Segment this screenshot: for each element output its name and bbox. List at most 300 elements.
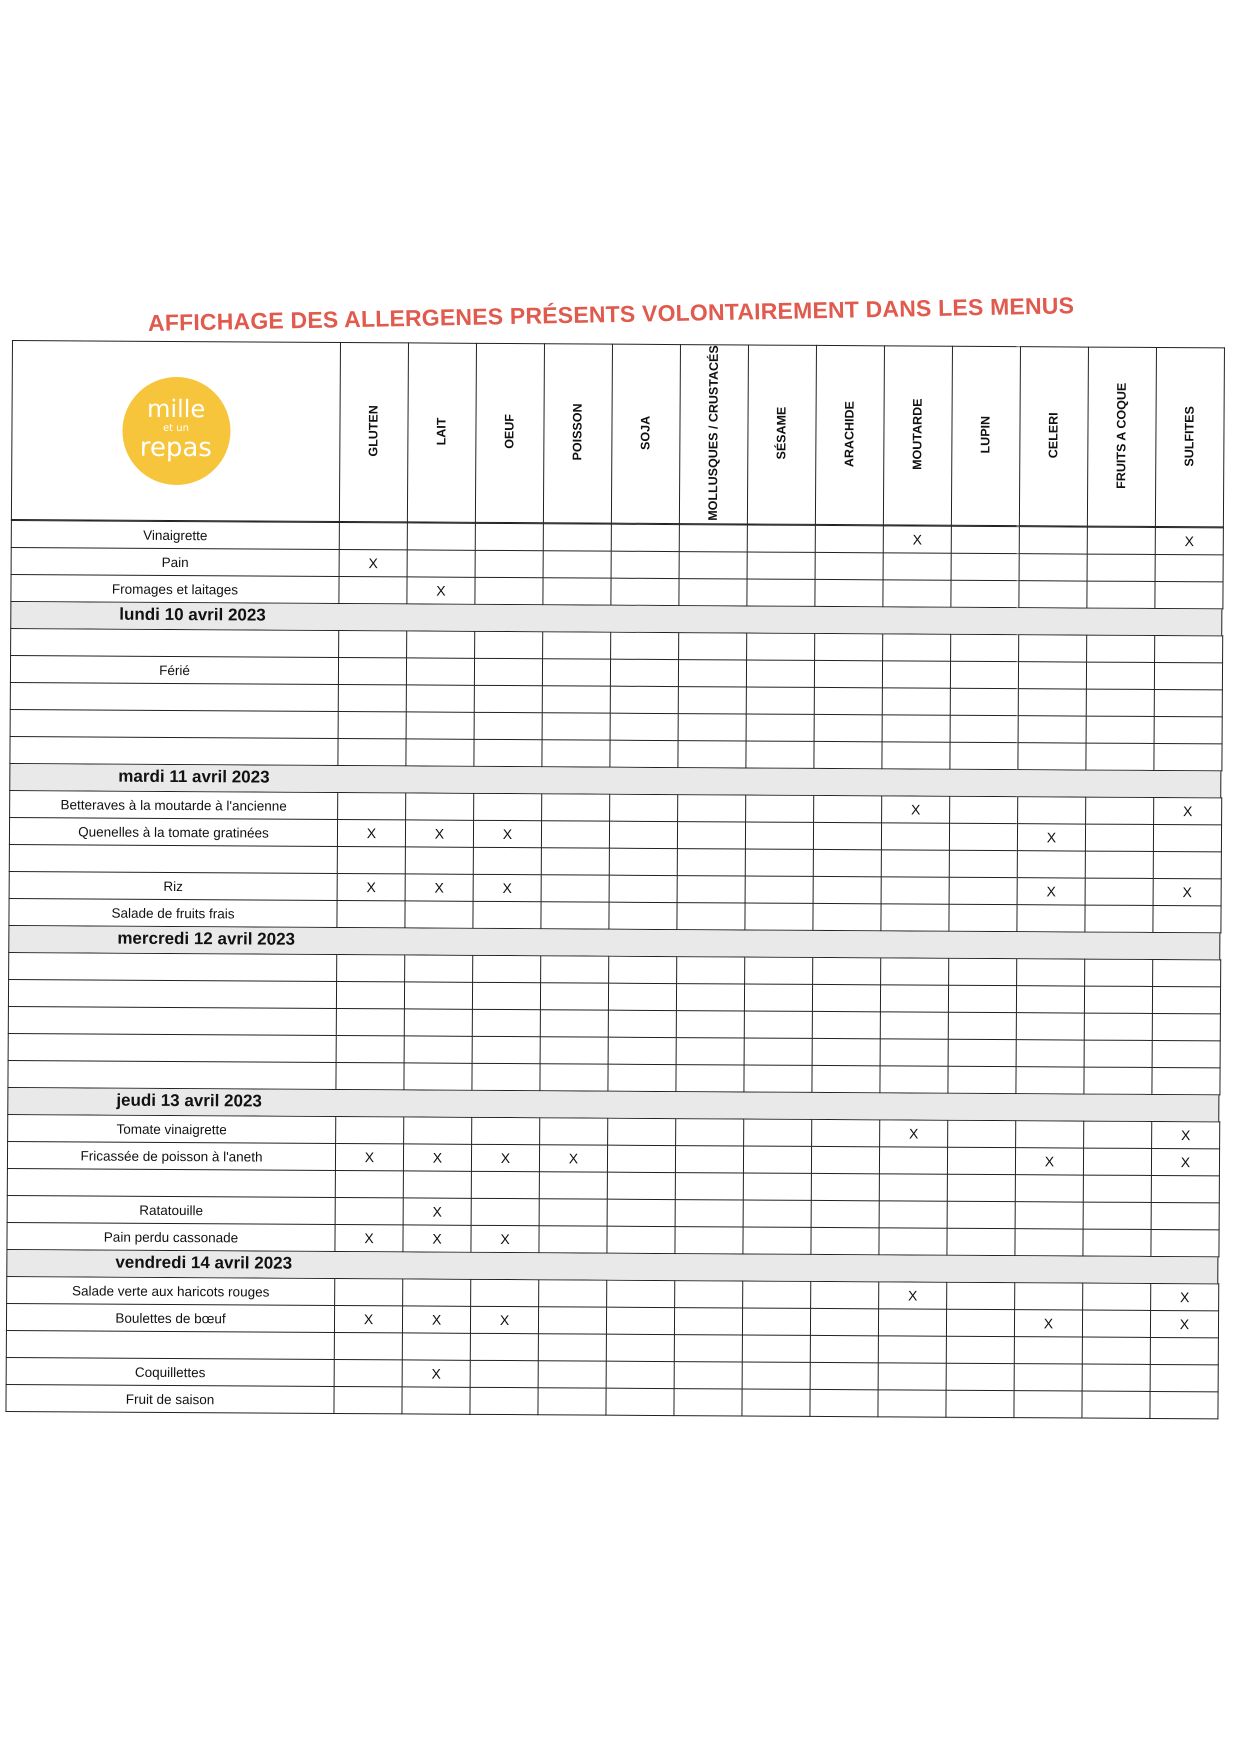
allergen-cell [1085, 960, 1153, 987]
allergen-cell [1083, 1284, 1151, 1311]
allergen-cell [880, 1039, 948, 1066]
allergen-cell [1151, 1203, 1219, 1230]
allergen-cell [540, 1037, 608, 1064]
allergen-cell [336, 982, 404, 1009]
allergen-cell [611, 633, 679, 660]
allergen-cell [812, 1012, 880, 1039]
dish-name [8, 1034, 336, 1063]
allergen-label: LUPIN [978, 415, 993, 454]
allergen-cell [1087, 555, 1155, 582]
allergen-cell [677, 957, 745, 984]
allergen-cell [950, 689, 1018, 716]
dish-name [8, 1007, 336, 1036]
allergen-cell [607, 1173, 675, 1200]
allergen-cell [538, 1388, 606, 1415]
allergen-cell [1155, 555, 1223, 582]
allergen-cell [677, 876, 745, 903]
allergen-cell [814, 688, 882, 715]
allergen-cell [610, 714, 678, 741]
allergen-cell [747, 633, 815, 660]
allergen-cell [474, 740, 542, 767]
allergen-mark: X [880, 1120, 948, 1147]
allergen-cell [1152, 987, 1220, 1014]
mille-et-un-repas-logo [122, 377, 231, 486]
allergen-cell [675, 1173, 743, 1200]
allergen-cell [542, 686, 610, 713]
allergen-cell [1085, 825, 1153, 852]
allergen-mark: X [879, 1282, 947, 1309]
allergen-cell [1087, 528, 1155, 555]
allergen-cell [1154, 717, 1222, 744]
allergen-cell [542, 740, 610, 767]
logo-text-line1: mille [146, 395, 206, 424]
dish-name [7, 1169, 335, 1198]
allergen-cell [339, 577, 407, 604]
allergen-header [543, 344, 612, 524]
dish-name: Betteraves à la moutarde à l'ancienne [10, 791, 338, 820]
allergen-cell [339, 523, 407, 550]
allergen-cell [881, 904, 949, 931]
allergen-cell [1015, 1229, 1083, 1256]
allergen-cell [950, 662, 1018, 689]
allergen-cell [879, 1228, 947, 1255]
allergen-cell [946, 1337, 1014, 1364]
logo-text-line2: et un [162, 423, 189, 435]
allergen-cell [610, 741, 678, 768]
allergen-cell [810, 1309, 878, 1336]
allergen-mark: X [337, 874, 405, 901]
allergen-cell [472, 983, 540, 1010]
allergen-cell [610, 795, 678, 822]
allergen-cell [471, 1280, 539, 1307]
allergen-cell [1155, 582, 1223, 609]
allergen-cell [407, 631, 475, 658]
allergen-cell [1016, 986, 1084, 1013]
allergen-cell [1153, 825, 1221, 852]
allergen-cell [814, 661, 882, 688]
allergen-cell [951, 554, 1019, 581]
allergen-cell [813, 904, 881, 931]
allergen-cell [743, 1200, 811, 1227]
allergen-cell [883, 634, 951, 661]
allergen-cell [676, 1038, 744, 1065]
allergen-mark: X [473, 875, 541, 902]
allergen-cell [948, 1013, 1016, 1040]
allergen-cell [880, 1066, 948, 1093]
allergen-cell [813, 850, 881, 877]
allergen-mark: X [473, 821, 541, 848]
allergen-cell [540, 1118, 608, 1145]
dish-name: Vinaigrette [11, 521, 339, 550]
allergen-header [815, 345, 884, 525]
allergen-cell [1019, 581, 1087, 608]
allergen-cell [881, 877, 949, 904]
allergen-cell [951, 635, 1019, 662]
allergen-label: SOJA [638, 415, 653, 450]
allergen-cell [406, 658, 474, 685]
allergen-cell [611, 552, 679, 579]
allergen-cell [405, 901, 473, 928]
allergen-cell [810, 1336, 878, 1363]
allergen-cell [948, 986, 1016, 1013]
allergen-cell [474, 794, 542, 821]
allergen-cell [1017, 905, 1085, 932]
allergen-cell [949, 824, 1017, 851]
allergen-cell [1084, 987, 1152, 1014]
allergen-cell [881, 850, 949, 877]
allergen-cell [1155, 636, 1223, 663]
allergen-cell [1087, 582, 1155, 609]
allergen-cell [471, 1172, 539, 1199]
allergen-cell [879, 1174, 947, 1201]
allergen-cell [1154, 663, 1222, 690]
allergen-cell [674, 1389, 742, 1416]
allergen-header [611, 344, 680, 524]
allergen-cell [542, 794, 610, 821]
allergen-cell [543, 551, 611, 578]
allergen-cell [539, 1226, 607, 1253]
allergen-mark: X [339, 550, 407, 577]
allergen-cell [678, 687, 746, 714]
allergen-cell [334, 1333, 402, 1360]
allergen-cell [402, 1387, 470, 1414]
allergen-label: POISSON [570, 403, 585, 461]
allergen-mark: X [335, 1225, 403, 1252]
allergen-cell [541, 848, 609, 875]
allergen-cell [1014, 1391, 1082, 1418]
allergen-label: OEUF [502, 414, 517, 450]
allergen-cell [402, 1333, 470, 1360]
allergen-cell [610, 687, 678, 714]
allergen-cell [606, 1362, 674, 1389]
allergen-cell [336, 1036, 404, 1063]
allergen-cell [471, 1199, 539, 1226]
allergen-cell [678, 741, 746, 768]
allergen-cell [473, 848, 541, 875]
allergen-cell [1018, 743, 1086, 770]
allergen-cell [742, 1308, 810, 1335]
dish-name: Quenelles à la tomate gratinées [9, 818, 337, 847]
allergen-cell [1084, 1014, 1152, 1041]
allergen-mark: X [471, 1145, 539, 1172]
allergen-mark: X [1017, 878, 1085, 905]
dish-name [10, 683, 338, 712]
allergen-header [883, 346, 952, 526]
allergen-cell [339, 631, 407, 658]
allergen-cell [336, 1063, 404, 1090]
allergen-cell [674, 1362, 742, 1389]
allergen-cell [538, 1307, 606, 1334]
allergen-cell [810, 1390, 878, 1417]
allergen-cell [1019, 554, 1087, 581]
allergen-cell [813, 823, 881, 850]
allergen-mark: X [337, 820, 405, 847]
allergen-mark: X [539, 1145, 607, 1172]
allergen-cell [607, 1227, 675, 1254]
allergen-cell [472, 1064, 540, 1091]
allergen-cell [679, 552, 747, 579]
allergen-cell [744, 984, 812, 1011]
allergen-cell [880, 1012, 948, 1039]
allergen-cell [743, 1227, 811, 1254]
allergen-cell [338, 712, 406, 739]
allergen-cell [815, 634, 883, 661]
allergen-mark: X [1153, 879, 1221, 906]
allergen-mark: X [471, 1226, 539, 1253]
allergen-cell [746, 687, 814, 714]
allergen-cell [338, 739, 406, 766]
allergen-cell [1087, 636, 1155, 663]
allergen-cell [1085, 852, 1153, 879]
dish-name [9, 845, 337, 874]
allergen-cell [1016, 1067, 1084, 1094]
allergen-cell [1154, 690, 1222, 717]
allergen-cell [1017, 959, 1085, 986]
allergen-cell [609, 903, 677, 930]
day-label: lundi 10 avril 2023 [119, 605, 266, 626]
allergen-cell [811, 1147, 879, 1174]
allergen-cell [404, 1117, 472, 1144]
dish-name [10, 737, 338, 766]
allergen-cell [1015, 1283, 1083, 1310]
allergen-header [951, 346, 1020, 526]
allergen-cell [406, 739, 474, 766]
allergen-mark: X [883, 526, 951, 553]
allergen-cell [745, 849, 813, 876]
allergen-cell [746, 660, 814, 687]
allergen-cell [334, 1387, 402, 1414]
allergen-cell [879, 1201, 947, 1228]
allergen-cell [745, 822, 813, 849]
allergen-cell [1016, 1121, 1084, 1148]
day-table [8, 790, 1222, 933]
allergen-cell [1152, 1041, 1220, 1068]
allergen-cell [610, 660, 678, 687]
allergen-label: ARACHIDE [842, 400, 857, 467]
allergen-cell [679, 579, 747, 606]
allergen-cell [335, 1279, 403, 1306]
allergen-label: GLUTEN [366, 405, 381, 457]
allergen-cell [883, 553, 951, 580]
allergen-cell [1019, 635, 1087, 662]
allergen-cell [812, 985, 880, 1012]
allergen-cell [814, 742, 882, 769]
allergen-cell [404, 1036, 472, 1063]
allergen-cell [949, 959, 1017, 986]
allergen-cell [540, 1064, 608, 1091]
allergen-cell [947, 1202, 1015, 1229]
allergen-mark: X [470, 1307, 538, 1334]
allergen-cell [607, 1200, 675, 1227]
page-title: AFFICHAGE DES ALLERGENES PRÉSENTS VOLONTAIREMENT DANS LES MENUS [147, 292, 1075, 336]
allergen-cell [1018, 662, 1086, 689]
allergen-cell [470, 1361, 538, 1388]
allergen-cell [946, 1310, 1014, 1337]
allergen-cell [674, 1308, 742, 1335]
allergen-cell [881, 823, 949, 850]
allergen-cell [475, 524, 543, 551]
allergen-cell [879, 1147, 947, 1174]
allergen-mark: X [1151, 1149, 1219, 1176]
day-label: vendredi 14 avril 2023 [115, 1253, 293, 1274]
allergen-cell [405, 847, 473, 874]
allergen-cell [470, 1334, 538, 1361]
allergen-cell [334, 1360, 402, 1387]
allergen-header [679, 345, 748, 525]
allergen-cell [403, 1279, 471, 1306]
allergen-cell [539, 1199, 607, 1226]
allergen-cell [543, 578, 611, 605]
allergen-cell [812, 1039, 880, 1066]
allergen-cell [1154, 744, 1222, 771]
allergen-mark: X [882, 796, 950, 823]
allergen-cell [813, 877, 881, 904]
allergen-cell [746, 741, 814, 768]
allergen-mark: X [403, 1225, 471, 1252]
allergen-cell [539, 1280, 607, 1307]
allergen-cell [676, 1065, 744, 1092]
allergen-sheet [5, 340, 1224, 1420]
allergen-cell [609, 876, 677, 903]
allergen-cell [541, 875, 609, 902]
allergen-cell [336, 1117, 404, 1144]
days-container [5, 602, 1222, 1419]
allergen-cell [949, 905, 1017, 932]
allergen-label: SÉSAME [774, 407, 789, 460]
logo-cell [11, 341, 340, 522]
allergen-cell [1082, 1365, 1150, 1392]
allergen-cell [540, 983, 608, 1010]
allergen-mark: X [1017, 824, 1085, 851]
allergen-cell [472, 1118, 540, 1145]
allergen-cell [1151, 1230, 1219, 1257]
allergen-cell [541, 902, 609, 929]
dish-name [11, 629, 339, 658]
allergen-cell [1015, 1175, 1083, 1202]
allergen-cell [810, 1363, 878, 1390]
day-table [7, 952, 1221, 1095]
allergen-cell [676, 984, 744, 1011]
allergen-cell [538, 1334, 606, 1361]
allergen-cell [811, 1282, 879, 1309]
allergen-cell [679, 525, 747, 552]
allergen-header [339, 343, 408, 523]
dish-name: Salade de fruits frais [9, 899, 337, 928]
allergen-cell [338, 658, 406, 685]
dish-name: Ratatouille [7, 1196, 335, 1225]
allergen-cell [608, 1119, 676, 1146]
allergen-cell [745, 903, 813, 930]
allergen-cell [607, 1146, 675, 1173]
allergen-cell [1018, 689, 1086, 716]
dish-name: Boulettes de bœuf [6, 1304, 334, 1333]
allergen-cell [742, 1335, 810, 1362]
allergen-cell [743, 1146, 811, 1173]
allergen-cell [473, 956, 541, 983]
allergen-cell [608, 984, 676, 1011]
allergen-cell [882, 688, 950, 715]
allergen-cell [949, 851, 1017, 878]
allergen-cell [1150, 1392, 1218, 1419]
allergen-cell [742, 1362, 810, 1389]
allergen-mark: X [1154, 798, 1222, 825]
allergen-cell [747, 525, 815, 552]
allergen-cell [815, 580, 883, 607]
allergen-cell [403, 1171, 471, 1198]
allergen-cell [1082, 1338, 1150, 1365]
dish-name: Fromages et laitages [11, 575, 339, 604]
allergen-cell [404, 1063, 472, 1090]
allergen-cell [1086, 798, 1154, 825]
allergen-cell [948, 1121, 1016, 1148]
allergen-cell [474, 659, 542, 686]
day-label: mercredi 12 avril 2023 [117, 929, 296, 950]
allergen-cell [675, 1227, 743, 1254]
allergen-cell [815, 553, 883, 580]
allergen-cell [882, 661, 950, 688]
allergen-mark: X [334, 1306, 402, 1333]
allergen-mark: X [402, 1306, 470, 1333]
allergen-cell [882, 742, 950, 769]
allergen-cell [881, 958, 949, 985]
allergen-cell [336, 1009, 404, 1036]
allergen-cell [1151, 1176, 1219, 1203]
allergen-cell [1086, 690, 1154, 717]
allergen-cell [1015, 1202, 1083, 1229]
allergen-cell [1019, 527, 1087, 554]
allergen-cell [338, 685, 406, 712]
allergen-cell [611, 525, 679, 552]
allergen-cell [1085, 879, 1153, 906]
allergen-cell [812, 1120, 880, 1147]
allergen-cell [815, 526, 883, 553]
allergen-cell [404, 1009, 472, 1036]
allergen-cell [609, 822, 677, 849]
allergen-cell [746, 795, 814, 822]
allergen-cell [472, 1010, 540, 1037]
allergen-label: SULFITES [1182, 405, 1197, 467]
allergen-cell [543, 524, 611, 551]
allergen-cell [1086, 744, 1154, 771]
allergen-cell [611, 579, 679, 606]
allergen-label: FRUITS A COQUE [1114, 382, 1130, 489]
allergen-mark: X [405, 874, 473, 901]
allergen-cell [540, 1010, 608, 1037]
allergen-label: MOUTARDE [910, 398, 925, 470]
allergen-cell [947, 1148, 1015, 1175]
allergen-cell [883, 580, 951, 607]
dish-name [8, 1061, 336, 1090]
logo-text-line3: repas [139, 433, 212, 464]
allergen-cell [472, 1037, 540, 1064]
allergen-cell [606, 1308, 674, 1335]
allergen-cell [337, 847, 405, 874]
dish-name [8, 980, 336, 1009]
allergen-cell [745, 876, 813, 903]
dish-name: Salade verte aux haricots rouges [7, 1277, 335, 1306]
allergen-cell [1152, 1068, 1220, 1095]
allergen-cell [813, 958, 881, 985]
allergen-cell [878, 1390, 946, 1417]
allergen-cell [948, 1067, 1016, 1094]
allergen-cell [337, 955, 405, 982]
allergen-cell [675, 1281, 743, 1308]
allergen-cell [473, 902, 541, 929]
allergen-cell [404, 982, 472, 1009]
allergen-cell [608, 1065, 676, 1092]
allergen-cell [609, 957, 677, 984]
allergen-cell [606, 1335, 674, 1362]
